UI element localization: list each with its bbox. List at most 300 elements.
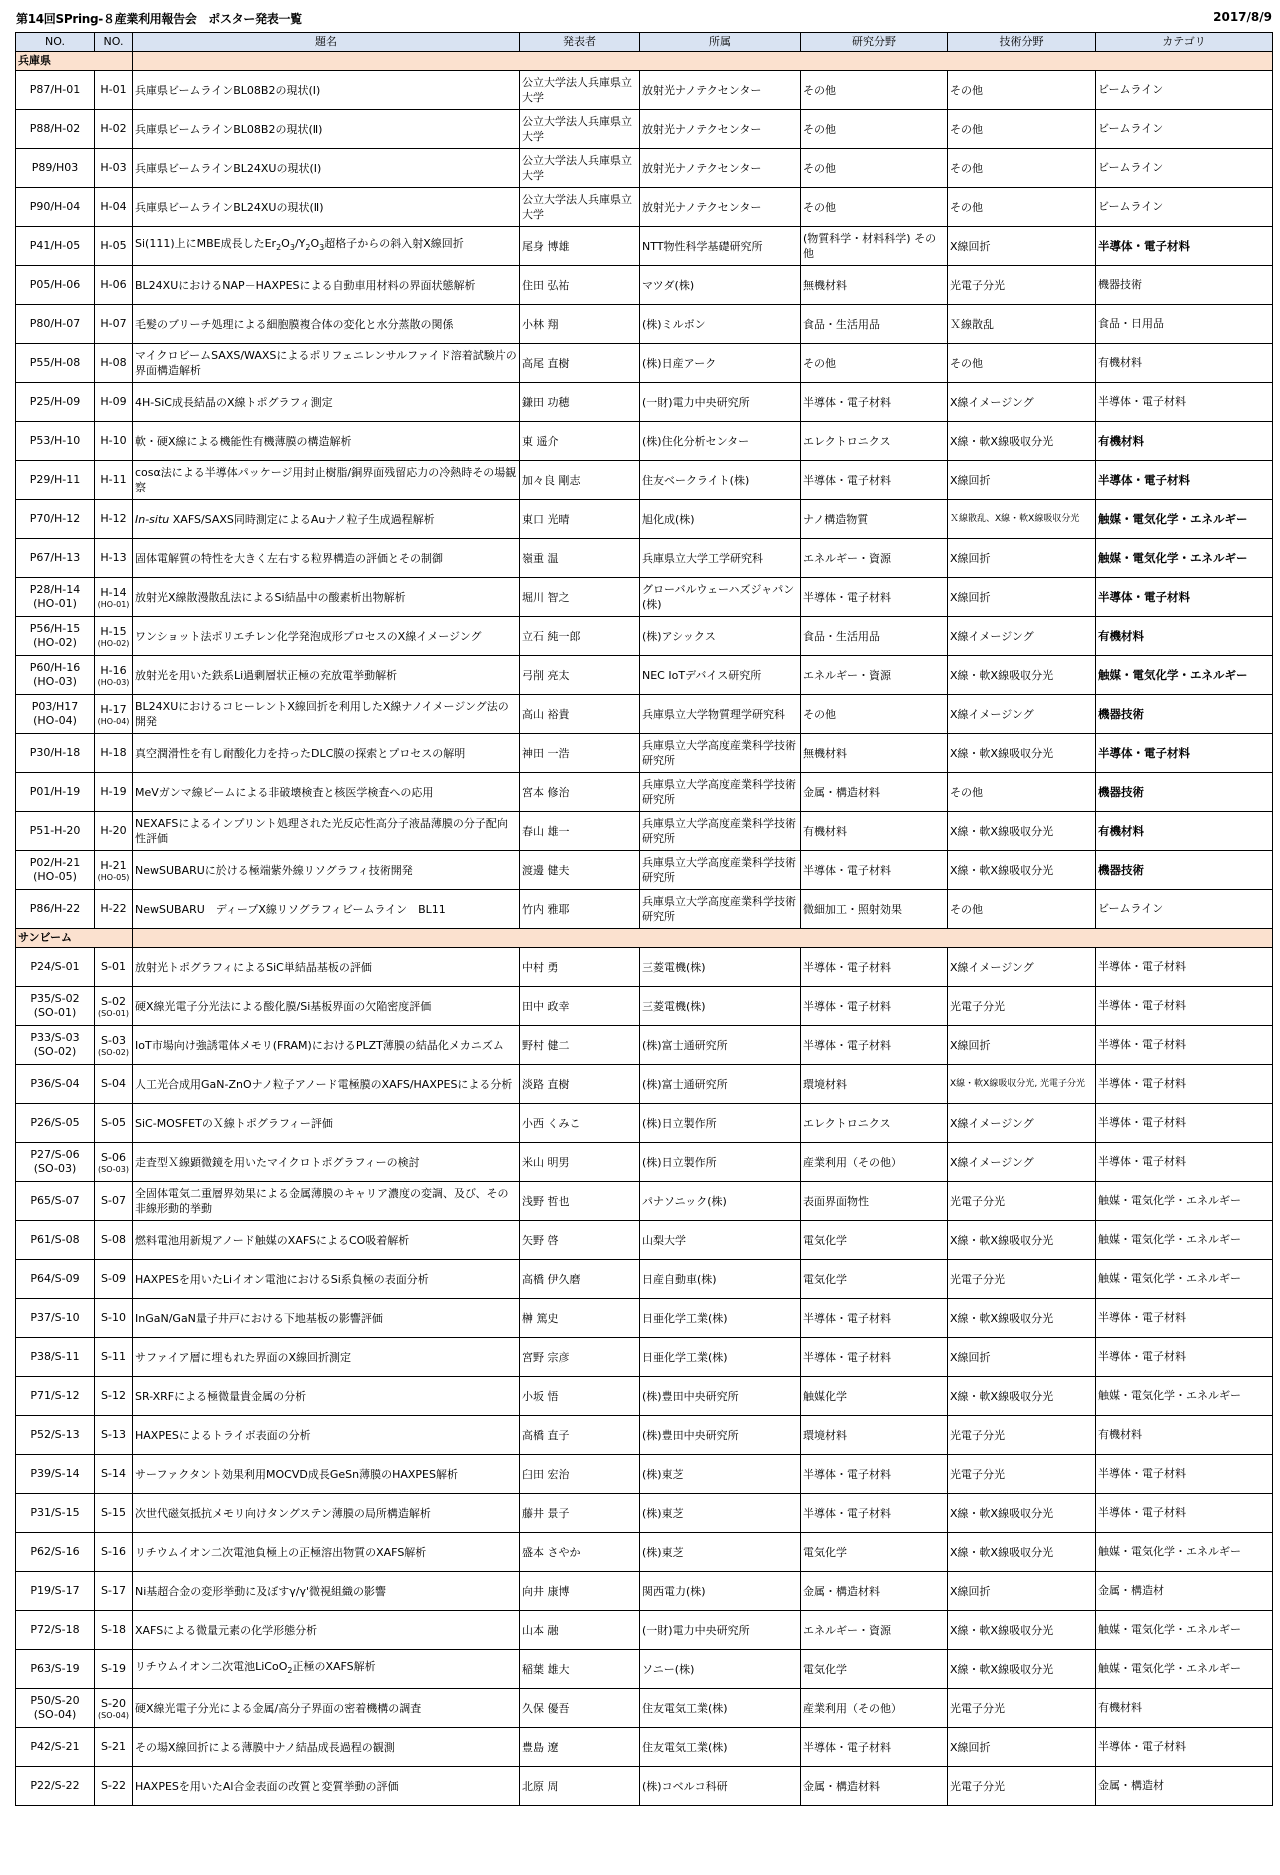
no1-sub-text: (HO-03)	[33, 675, 77, 688]
cell-affiliation: (株)日立製作所	[640, 1104, 801, 1143]
cell-no1	[16, 1299, 95, 1338]
no1-text: P71/S-12	[30, 1389, 80, 1402]
cell-no2	[95, 110, 133, 149]
cell-title: NEXAFSによるインプリント処理された光反応性高分子液晶薄膜の分子配向性評価	[133, 812, 520, 851]
cell-no2	[95, 1338, 133, 1377]
table-row	[16, 1026, 1273, 1065]
cell-affiliation: (株)アシックス	[640, 617, 801, 656]
cell-tech: X線回折	[948, 1338, 1096, 1377]
cell-tech: X線・軟X線吸収分光	[948, 1221, 1096, 1260]
cell-tech: X線・軟X線吸収分光	[948, 851, 1096, 890]
no1-text: P53/H-10	[29, 434, 81, 447]
cell-tech: X線イメージング	[948, 1143, 1096, 1182]
cell-category: 半導体・電子材料	[1096, 948, 1273, 987]
no2-text: H-21	[100, 858, 127, 872]
cell-no2	[95, 1143, 133, 1182]
table-row	[16, 1377, 1273, 1416]
no1-text: P38/S-11	[30, 1350, 80, 1363]
cell-presenter: 嶺重 温	[520, 539, 640, 578]
cell-research: その他	[801, 71, 948, 110]
cell-research: 半導体・電子材料	[801, 1338, 948, 1377]
cell-research: 無機材料	[801, 266, 948, 305]
cell-affiliation: 三菱電機(株)	[640, 948, 801, 987]
cell-no2	[95, 344, 133, 383]
cell-category: 機器技術	[1096, 266, 1273, 305]
cell-tech: X線イメージング	[948, 617, 1096, 656]
cell-research: 食品・生活用品	[801, 617, 948, 656]
col-affiliation-header: 所属	[640, 33, 801, 52]
cell-category: 触媒・電気化学・エネルギー	[1096, 1611, 1273, 1650]
cell-affiliation: NEC IoTデバイス研究所	[640, 656, 801, 695]
cell-no2	[95, 578, 133, 617]
cell-no2	[95, 1026, 133, 1065]
table-row	[16, 344, 1273, 383]
cell-research: (物質科学・材料科学) その他	[801, 227, 948, 266]
cell-no2	[95, 1104, 133, 1143]
cell-tech: 光電子分光	[948, 1182, 1096, 1221]
cell-affiliation: 兵庫県立大学工学研究科	[640, 539, 801, 578]
cell-no2	[95, 695, 133, 734]
cell-presenter: 久保 優吾	[520, 1689, 640, 1728]
document-date: 2017/8/9	[1213, 10, 1272, 24]
section-filler	[133, 929, 1273, 948]
cell-category: 半導体・電子材料	[1096, 578, 1273, 617]
cell-no2	[95, 773, 133, 812]
cell-tech: X線・軟X線吸収分光	[948, 812, 1096, 851]
no2-text: H-18	[100, 746, 127, 759]
table-row	[16, 227, 1273, 266]
cell-presenter: 盛本 さやか	[520, 1533, 640, 1572]
cell-title: SR-XRFによる極微量貴金属の分析	[133, 1377, 520, 1416]
no1-text: P65/S-07	[30, 1194, 80, 1207]
no1-text: P52/S-13	[30, 1428, 80, 1441]
table-row	[16, 1338, 1273, 1377]
col-tech-header: 技術分野	[948, 33, 1096, 52]
cell-no2	[95, 948, 133, 987]
no2-sub-text: (HO-04)	[97, 716, 130, 726]
cell-tech: 光電子分光	[948, 1260, 1096, 1299]
cell-category: 触媒・電気化学・エネルギー	[1096, 539, 1273, 578]
cell-tech: X線・軟X線吸収分光	[948, 1533, 1096, 1572]
cell-research: その他	[801, 110, 948, 149]
cell-affiliation: 三菱電機(株)	[640, 987, 801, 1026]
no2-text: S-19	[101, 1662, 126, 1675]
cell-research: 環境材料	[801, 1416, 948, 1455]
no2-text: H-12	[100, 512, 127, 525]
no2-text: H-16	[100, 663, 127, 677]
cell-title: MeVガンマ線ビームによる非破壊検査と核医学検査への応用	[133, 773, 520, 812]
no2-text: S-17	[101, 1584, 126, 1597]
cell-presenter: 鎌田 功穂	[520, 383, 640, 422]
poster-table	[15, 32, 1273, 1806]
cell-presenter: 向井 康博	[520, 1572, 640, 1611]
cell-no1	[16, 578, 95, 617]
no2-text: S-02	[101, 994, 126, 1008]
cell-no1	[16, 890, 95, 929]
table-row	[16, 149, 1273, 188]
cell-title: InGaN/GaN量子井戸における下地基板の影響評価	[133, 1299, 520, 1338]
cell-category: 半導体・電子材料	[1096, 1494, 1273, 1533]
cell-affiliation: (株)豊田中央研究所	[640, 1416, 801, 1455]
cell-tech: X線回折	[948, 227, 1096, 266]
table-row	[16, 890, 1273, 929]
cell-tech: その他	[948, 71, 1096, 110]
table-row	[16, 812, 1273, 851]
table-row	[16, 617, 1273, 656]
cell-presenter: 公立大学法人兵庫県立大学	[520, 149, 640, 188]
cell-no1	[16, 1572, 95, 1611]
cell-no2	[95, 1221, 133, 1260]
cell-title: 放射光トポグラフィによるSiC単結晶基板の評価	[133, 948, 520, 987]
cell-tech: その他	[948, 188, 1096, 227]
cell-presenter: 藤井 景子	[520, 1494, 640, 1533]
cell-research: 産業利用（その他）	[801, 1143, 948, 1182]
cell-no1	[16, 461, 95, 500]
document-title: 第14回SPring-８産業利用報告会 ポスター発表一覧	[16, 12, 302, 26]
table-row	[16, 1104, 1273, 1143]
cell-tech: X線・軟X線吸収分光	[948, 656, 1096, 695]
cell-no1	[16, 266, 95, 305]
cell-affiliation: (株)ミルボン	[640, 305, 801, 344]
cell-no1	[16, 188, 95, 227]
cell-affiliation: グローバルウェーハズジャパン(株)	[640, 578, 801, 617]
table-row	[16, 1455, 1273, 1494]
cell-presenter: 弓削 亮太	[520, 656, 640, 695]
cell-tech: 光電子分光	[948, 1689, 1096, 1728]
cell-affiliation: 放射光ナノテクセンター	[640, 149, 801, 188]
cell-tech: X線回折	[948, 1026, 1096, 1065]
cell-no2	[95, 812, 133, 851]
cell-presenter: 榊 篤史	[520, 1299, 640, 1338]
cell-category: 半導体・電子材料	[1096, 1143, 1273, 1182]
cell-research: 有機材料	[801, 812, 948, 851]
cell-tech: その他	[948, 110, 1096, 149]
cell-no1	[16, 227, 95, 266]
table-row	[16, 948, 1273, 987]
cell-no1	[16, 1689, 95, 1728]
cell-affiliation: マツダ(株)	[640, 266, 801, 305]
cell-no1	[16, 1416, 95, 1455]
cell-tech: 光電子分光	[948, 1767, 1096, 1806]
cell-tech: X線イメージング	[948, 1104, 1096, 1143]
no1-text: P70/H-12	[29, 512, 81, 525]
cell-affiliation: NTT物性科学基礎研究所	[640, 227, 801, 266]
cell-no2	[95, 461, 133, 500]
cell-no1	[16, 1533, 95, 1572]
cell-affiliation: (一財)電力中央研究所	[640, 383, 801, 422]
cell-category: 触媒・電気化学・エネルギー	[1096, 1260, 1273, 1299]
no1-text: P87/H-01	[29, 83, 81, 96]
cell-no1	[16, 773, 95, 812]
cell-presenter: 公立大学法人兵庫県立大学	[520, 110, 640, 149]
no1-sub-text: (HO-04)	[33, 714, 77, 727]
cell-title: 硬X線光電子分光法による酸化膜/Si基板界面の欠陥密度評価	[133, 987, 520, 1026]
cell-research: 産業利用（その他）	[801, 1689, 948, 1728]
cell-tech: 光電子分光	[948, 1416, 1096, 1455]
cell-category: 半導体・電子材料	[1096, 1455, 1273, 1494]
cell-research: その他	[801, 344, 948, 383]
no1-text: P25/H-09	[29, 395, 81, 408]
cell-no1	[16, 695, 95, 734]
cell-category: 半導体・電子材料	[1096, 1338, 1273, 1377]
cell-no2	[95, 266, 133, 305]
table-row	[16, 1767, 1273, 1806]
no2-text: S-07	[101, 1194, 126, 1207]
no1-text: P67/H-13	[29, 551, 81, 564]
section-title: サンビーム	[16, 929, 133, 948]
cell-presenter: 高山 裕貴	[520, 695, 640, 734]
cell-research: 電気化学	[801, 1533, 948, 1572]
cell-presenter: 矢野 啓	[520, 1221, 640, 1260]
cell-category: 有機材料	[1096, 1689, 1273, 1728]
cell-tech: X線・軟X線吸収分光	[948, 1377, 1096, 1416]
cell-affiliation: 兵庫県立大学高度産業科学技術研究所	[640, 812, 801, 851]
cell-no2	[95, 383, 133, 422]
no2-text: H-04	[100, 200, 127, 213]
no2-sub-text: (SO-01)	[98, 1008, 129, 1018]
cell-research: 半導体・電子材料	[801, 461, 948, 500]
cell-no1	[16, 1221, 95, 1260]
cell-presenter: 東口 光晴	[520, 500, 640, 539]
no2-sub-text: (SO-04)	[98, 1710, 129, 1720]
cell-presenter: 野村 健二	[520, 1026, 640, 1065]
cell-research: 電気化学	[801, 1650, 948, 1689]
cell-affiliation: (一財)電力中央研究所	[640, 1611, 801, 1650]
cell-no1	[16, 812, 95, 851]
cell-tech: X線回折	[948, 1572, 1096, 1611]
cell-affiliation: (株)東芝	[640, 1494, 801, 1533]
table-row	[16, 1416, 1273, 1455]
cell-title: 硬X線光電子分光による金属/高分子界面の密着機構の調査	[133, 1689, 520, 1728]
cell-title: 放射光を用いた鉄系Li過剰層状正極の充放電挙動解析	[133, 656, 520, 695]
cell-title: HAXPESによるトライボ表面の分析	[133, 1416, 520, 1455]
cell-title: サファイア層に埋もれた界面のX線回折測定	[133, 1338, 520, 1377]
no2-text: H-07	[100, 317, 127, 330]
no2-text: H-05	[100, 239, 127, 252]
no1-sub-text: (SO-04)	[33, 1708, 77, 1721]
no2-text: S-04	[101, 1077, 126, 1090]
cell-no1	[16, 617, 95, 656]
table-row	[16, 987, 1273, 1026]
no2-text: H-06	[100, 278, 127, 291]
no2-text: S-15	[101, 1506, 126, 1519]
cell-research: その他	[801, 149, 948, 188]
cell-title: 兵庫県ビームラインBL08B2の現状(Ⅱ)	[133, 110, 520, 149]
table-row	[16, 461, 1273, 500]
cell-title: 兵庫県ビームラインBL08B2の現状(Ⅰ)	[133, 71, 520, 110]
no1-text: P62/S-16	[30, 1545, 80, 1558]
table-row	[16, 1533, 1273, 1572]
cell-presenter: 尾身 博雄	[520, 227, 640, 266]
cell-category: 有機材料	[1096, 812, 1273, 851]
cell-title: XAFSによる微量元素の化学形態分析	[133, 1611, 520, 1650]
cell-category: ビームライン	[1096, 71, 1273, 110]
cell-presenter: 小西 くみこ	[520, 1104, 640, 1143]
cell-category: 機器技術	[1096, 851, 1273, 890]
cell-title: その場X線回折による薄膜中ナノ結晶成長過程の観測	[133, 1728, 520, 1767]
cell-presenter: 淡路 直樹	[520, 1065, 640, 1104]
no2-text: S-08	[101, 1233, 126, 1246]
no1-sub-text: (HO-05)	[33, 870, 77, 883]
table-row	[16, 1260, 1273, 1299]
cell-category: 触媒・電気化学・エネルギー	[1096, 1182, 1273, 1221]
col-title-header: 題名	[133, 33, 520, 52]
cell-no1	[16, 1143, 95, 1182]
no2-text: H-02	[100, 122, 127, 135]
cell-title: 燃料電池用新規アノード触媒のXAFSによるCO吸着解析	[133, 1221, 520, 1260]
no1-text: P51-H-20	[29, 824, 81, 837]
cell-affiliation: (株)豊田中央研究所	[640, 1377, 801, 1416]
col-presenter-header: 発表者	[520, 33, 640, 52]
table-row	[16, 695, 1273, 734]
no2-text: H-20	[100, 824, 127, 837]
cell-affiliation: (株)コベルコ科研	[640, 1767, 801, 1806]
cell-affiliation: 旭化成(株)	[640, 500, 801, 539]
no2-text: S-09	[101, 1272, 126, 1285]
cell-no2	[95, 734, 133, 773]
cell-no1	[16, 500, 95, 539]
no1-text: P01/H-19	[29, 785, 81, 798]
cell-category: 金属・構造材	[1096, 1767, 1273, 1806]
cell-category: 半導体・電子材料	[1096, 1065, 1273, 1104]
cell-no2	[95, 500, 133, 539]
cell-title: IoT市場向け強誘電体メモリ(FRAM)におけるPLZT薄膜の結晶化メカニズム	[133, 1026, 520, 1065]
cell-no1	[16, 539, 95, 578]
no2-sub-text: (SO-02)	[98, 1047, 129, 1057]
no1-text: P31/S-15	[30, 1506, 80, 1519]
cell-no2	[95, 617, 133, 656]
no2-text: S-12	[101, 1389, 126, 1402]
cell-category: 触媒・電気化学・エネルギー	[1096, 1650, 1273, 1689]
cell-no1	[16, 71, 95, 110]
cell-affiliation: 日亜化学工業(株)	[640, 1299, 801, 1338]
cell-no1	[16, 851, 95, 890]
no2-text: H-09	[100, 395, 127, 408]
no2-sub-text: (SO-03)	[98, 1164, 129, 1174]
cell-no2	[95, 1650, 133, 1689]
table-row	[16, 110, 1273, 149]
cell-no2	[95, 1533, 133, 1572]
cell-no1	[16, 948, 95, 987]
no1-text: P56/H-15	[29, 622, 81, 635]
cell-tech: X線・軟X線吸収分光	[948, 734, 1096, 773]
cell-tech: その他	[948, 344, 1096, 383]
cell-affiliation: 放射光ナノテクセンター	[640, 110, 801, 149]
cell-affiliation: 住友電気工業(株)	[640, 1728, 801, 1767]
no1-text: P64/S-09	[30, 1272, 80, 1285]
cell-affiliation: (株)富士通研究所	[640, 1026, 801, 1065]
cell-affiliation: 関西電力(株)	[640, 1572, 801, 1611]
cell-presenter: 浅野 哲也	[520, 1182, 640, 1221]
cell-research: その他	[801, 695, 948, 734]
cell-affiliation: 兵庫県立大学高度産業科学技術研究所	[640, 773, 801, 812]
table-row	[16, 578, 1273, 617]
cell-affiliation: (株)富士通研究所	[640, 1065, 801, 1104]
cell-no2	[95, 851, 133, 890]
cell-category: 半導体・電子材料	[1096, 987, 1273, 1026]
cell-no1	[16, 383, 95, 422]
cell-category: 有機材料	[1096, 1416, 1273, 1455]
cell-tech: X線回折	[948, 578, 1096, 617]
cell-no1	[16, 305, 95, 344]
cell-tech: X線・軟X線吸収分光	[948, 1494, 1096, 1533]
cell-tech: その他	[948, 149, 1096, 188]
no2-text: S-03	[101, 1033, 126, 1047]
cell-presenter: 米山 明男	[520, 1143, 640, 1182]
cell-no1	[16, 1338, 95, 1377]
cell-category: 半導体・電子材料	[1096, 383, 1273, 422]
cell-title: マイクロビームSAXS/WAXSによるポリフェニレンサルファイド溶着試験片の界面構造解析	[133, 344, 520, 383]
cell-category: 機器技術	[1096, 773, 1273, 812]
no2-text: H-11	[100, 473, 127, 486]
cell-category: 触媒・電気化学・エネルギー	[1096, 656, 1273, 695]
cell-research: その他	[801, 188, 948, 227]
cell-tech: X線イメージング	[948, 383, 1096, 422]
no2-text: H-08	[100, 356, 127, 369]
no1-text: P24/S-01	[30, 960, 80, 973]
cell-title: 兵庫県ビームラインBL24XUの現状(Ⅱ)	[133, 188, 520, 227]
cell-affiliation: 日亜化学工業(株)	[640, 1338, 801, 1377]
cell-presenter: 加々良 剛志	[520, 461, 640, 500]
no1-text: P39/S-14	[30, 1467, 80, 1480]
cell-no2	[95, 1377, 133, 1416]
cell-category: 触媒・電気化学・エネルギー	[1096, 500, 1273, 539]
no2-text: H-13	[100, 551, 127, 564]
no1-text: P41/H-05	[29, 239, 81, 252]
no1-text: P26/S-05	[30, 1116, 80, 1129]
cell-affiliation: (株)東芝	[640, 1455, 801, 1494]
cell-presenter: 宮本 修治	[520, 773, 640, 812]
no2-text: H-03	[100, 161, 127, 174]
no2-sub-text: (HO-01)	[97, 599, 130, 609]
cell-presenter: 住田 弘祐	[520, 266, 640, 305]
no1-text: P50/S-20	[30, 1694, 80, 1707]
cell-category: 金属・構造材	[1096, 1572, 1273, 1611]
cell-category: ビームライン	[1096, 149, 1273, 188]
cell-no2	[95, 1065, 133, 1104]
table-row	[16, 1728, 1273, 1767]
no2-text: H-14	[100, 585, 127, 599]
cell-title: cosα法による半導体パッケージ用封止樹脂/銅界面残留応力の冷熱時その場観察	[133, 461, 520, 500]
cell-presenter: 堀川 智之	[520, 578, 640, 617]
table-row	[16, 851, 1273, 890]
table-row	[16, 188, 1273, 227]
cell-category: 半導体・電子材料	[1096, 227, 1273, 266]
cell-presenter: 公立大学法人兵庫県立大学	[520, 188, 640, 227]
no1-text: P86/H-22	[29, 902, 81, 915]
cell-presenter: 宮野 宗彦	[520, 1338, 640, 1377]
cell-research: エレクトロニクス	[801, 422, 948, 461]
cell-tech: X線・軟X線吸収分光, 光電子分光	[948, 1065, 1096, 1104]
cell-tech: その他	[948, 890, 1096, 929]
cell-tech: その他	[948, 773, 1096, 812]
table-row	[16, 1611, 1273, 1650]
cell-category: 半導体・電子材料	[1096, 1026, 1273, 1065]
no2-text: H-22	[100, 902, 127, 915]
no1-text: P80/H-07	[29, 317, 81, 330]
no1-text: P03/H17	[31, 700, 79, 713]
cell-category: 半導体・電子材料	[1096, 734, 1273, 773]
cell-no2	[95, 656, 133, 695]
cell-no1	[16, 1026, 95, 1065]
no2-text: S-18	[101, 1623, 126, 1636]
no1-text: P90/H-04	[29, 200, 81, 213]
no1-text: P27/S-06	[30, 1148, 80, 1161]
table-row	[16, 71, 1273, 110]
cell-presenter: 神田 一浩	[520, 734, 640, 773]
cell-affiliation: 兵庫県立大学高度産業科学技術研究所	[640, 851, 801, 890]
cell-no1	[16, 1104, 95, 1143]
